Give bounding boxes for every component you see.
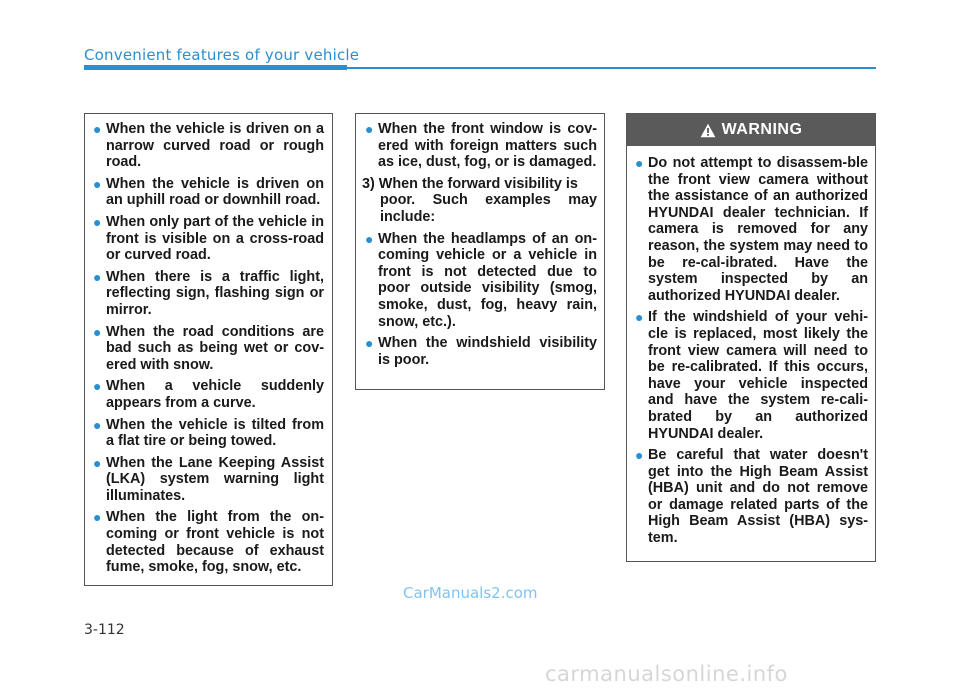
bullet-dot: ●: [93, 378, 102, 395]
numbered-item-lead: 3) When the forward visibility is: [362, 175, 578, 192]
list-item: ● When the headlamps of an on-coming vehicle or a vehicle in front is not detected due to poor outside visibility (smog, smoke, dust, fog, heavy rain, snow, etc.).: [365, 230, 597, 330]
list-item: ● When the road conditions are bad such as being wet or cov-ered with snow.: [93, 323, 324, 373]
numbered-item-continuation: poor. Such examples may include:: [380, 192, 597, 225]
bullet-dot: ●: [365, 121, 374, 137]
list-item: ● When the windshield visibility is poor.: [365, 335, 597, 368]
bullet-dot: ●: [93, 213, 102, 230]
header-rule-thin: [347, 67, 876, 69]
bullet-dot: ●: [93, 323, 102, 340]
header-rule-thick: [84, 65, 347, 70]
bullet-dot: ●: [93, 509, 102, 526]
bullet-dot: ●: [93, 175, 102, 192]
bullet-dot: ●: [93, 454, 102, 471]
list-item: ● When the front window is cov-ered with foreign matters such as ice, dust, fog, or is damaged.: [365, 121, 597, 171]
page-number: 3-112: [84, 622, 125, 638]
list-item: ● Be careful that water doesn't get into the High Beam Assist (HBA) unit and do not remove or damage related parts of the High Beam Assist (HBA) sys-tem.: [635, 447, 868, 547]
list-item: ● When the light from the on-coming or front vehicle is not detected because of exhaust fume, smoke, fog, snow, etc.: [93, 509, 324, 576]
list-item: ● When the vehicle is driven on a narrow curved road or rough road.: [93, 121, 324, 171]
bullet-dot: ●: [635, 447, 644, 464]
list-item: ● When there is a traffic light, reflecting sign, flashing sign or mirror.: [93, 268, 324, 318]
bullet-dot: ●: [365, 335, 374, 352]
middle-conditions-list: [362, 121, 597, 373]
site-watermark: CarManuals2.com: [403, 584, 538, 602]
warning-title: WARNING: [721, 121, 803, 138]
numbered-item-3: [362, 176, 597, 226]
list-item: ● When the vehicle is driven on an uphill road or downhill road.: [93, 175, 324, 209]
footer-watermark: carmanualsonline.info: [545, 662, 788, 686]
warning-header: [627, 114, 875, 146]
list-item: ● Do not attempt to disassem-ble the front view camera without the assistance of an authorized HYUNDAI dealer technician. If camera is removed for any reason, the system may need to be re-cal-ibrated. Have the system inspected by an authorized HYUNDAI dealer.: [635, 155, 868, 304]
left-conditions-list: [90, 121, 324, 581]
warning-triangle-icon: [700, 123, 716, 138]
section-title: Convenient features of your vehicle: [84, 46, 360, 64]
bullet-dot: ●: [635, 309, 644, 326]
list-item: ● When the vehicle is tilted from a flat tire or being towed.: [93, 416, 324, 450]
bullet-dot: ●: [365, 230, 374, 247]
list-item: ● If the windshield of your vehi-cle is replaced, most likely the front view camera will need to be re-calibrated. If this occurs, have your vehicle inspected and have the system re-cali-brated by an authorized HYUNDAI dealer.: [635, 309, 868, 442]
bullet-dot: ●: [93, 268, 102, 285]
list-item: ● When a vehicle suddenly appears from a curve.: [93, 378, 324, 411]
bullet-dot: ●: [635, 155, 644, 171]
bullet-dot: ●: [93, 416, 102, 433]
bullet-dot: ●: [93, 121, 102, 137]
warning-list: [632, 155, 868, 552]
list-item: ● When the Lane Keeping Assist (LKA) system warning light illuminates.: [93, 454, 324, 504]
list-item: ● When only part of the vehicle in front is visible on a cross-road or curved road.: [93, 213, 324, 264]
